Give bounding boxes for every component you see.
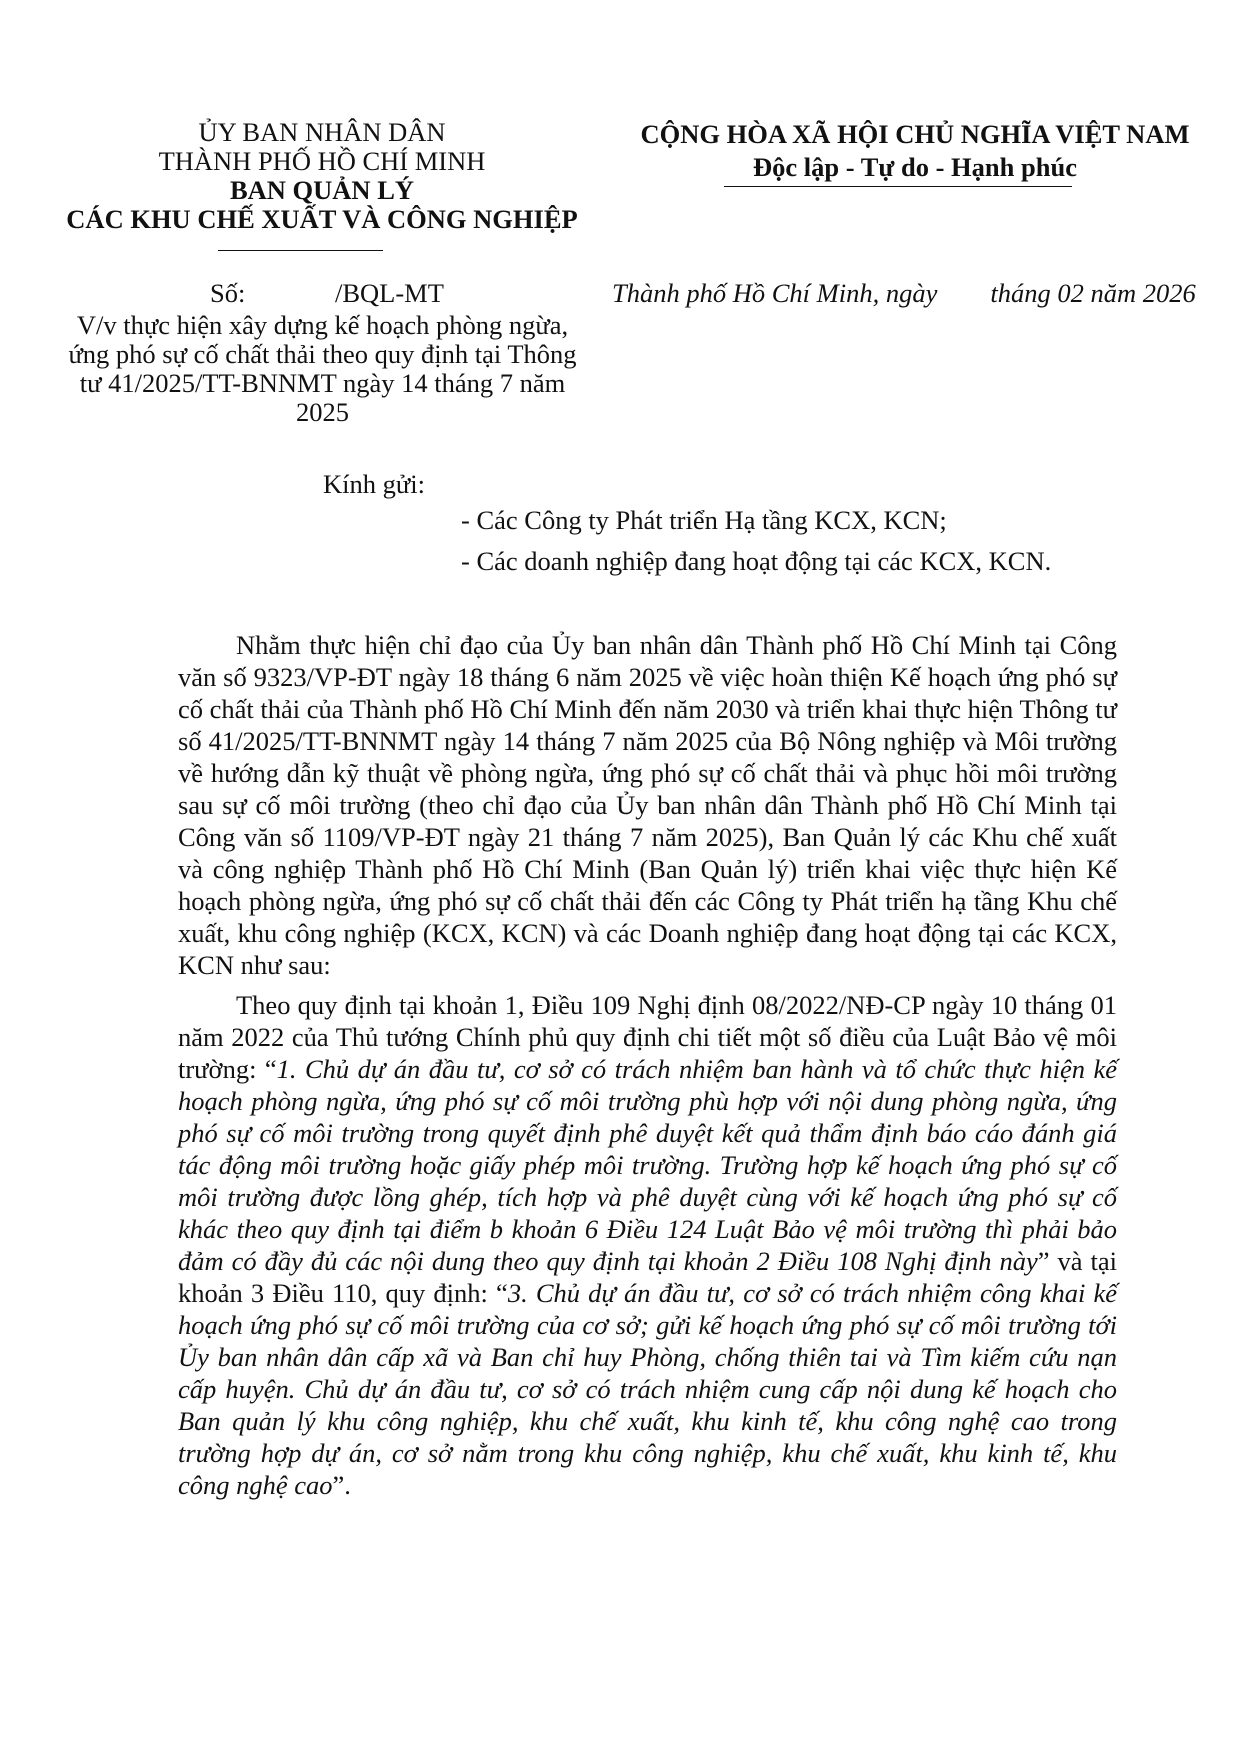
doc-number-label: Số: — [210, 278, 246, 308]
p2-mid: ” và tại khoản 3 Điều 110, quy định: “ — [178, 1246, 1117, 1308]
p2-quote-2: 3. Chủ dự án đầu tư, cơ sở có trách nhiệm công khai kế hoạch ứng phó sự cố môi trường của cơ sở; gửi kế hoạch ứng phó sự cố môi trường tới Ủy ban nhân dân cấp xã và Ban chỉ huy Phòng, chống thiên tai và Tìm kiếm cứu nạn cấp huyện. Chủ dự án đầu tư, cơ sở có trách nhiệm cung cấp nội dung kế hoạch cho Ban quản lý khu công nghiệp, khu chế xuất, khu kinh tế, khu công nghệ cao trong trường hợp dự án, cơ sở nằm trong khu công nghiệp, khu chế xuất, khu kinh tế, khu công nghệ cao — [178, 1278, 1117, 1500]
body-paragraph-2 — [178, 989, 1117, 1501]
body-paragraph-1: Nhằm thực hiện chỉ đạo của Ủy ban nhân dân Thành phố Hồ Chí Minh tại Công văn số 9323/VP-ĐT ngày 18 tháng 6 năm 2025 về việc hoàn thiện Kế hoạch ứng phó sự cố chất thải của Thành phố Hồ Chí Minh đến năm 2030 và triển khai thực hiện Thông tư số 41/2025/TT-BNNMT ngày 14 tháng 7 năm 2025 của Bộ Nông nghiệp và Môi trường về hướng dẫn kỹ thuật về phòng ngừa, ứng phó sự cố chất thải và phục hồi môi trường sau sự cố môi trường (theo chỉ đạo của Ủy ban nhân dân Thành phố Hồ Chí Minh tại Công văn số 1109/VP-ĐT ngày 21 tháng 7 năm 2025), Ban Quản lý các Khu chế xuất và công nghiệp Thành phố Hồ Chí Minh (Ban Quản lý) triển khai việc thực hiện Kế hoạch phòng ngừa, ứng phó sự cố chất thải đến các Công ty Phát triển hạ tầng Khu chế xuất, khu công nghiệp (KCX, KCN) và các Doanh nghiệp đang hoạt động tại các KCX, KCN như sau: — [178, 630, 1117, 980]
agency-line-1: ỦY BAN NHÂN DÂN — [198, 117, 446, 147]
date-line: Thành phố Hồ Chí Minh, ngày tháng 02 năm 2026 — [612, 278, 1196, 308]
p2-end: ”. — [332, 1470, 351, 1500]
p2-quote-1: 1. Chủ dự án đầu tư, cơ sở có trách nhiệm ban hành và tổ chức thực hiện kế hoạch phòng ngừa, ứng phó sự cố môi trường phù hợp với nội dung phòng ngừa, ứng phó sự cố môi trường trong quyết định phê duyệt kết quả thẩm định báo cáo đánh giá tác động môi trường hoặc giấy phép môi trường. Trường hợp kế hoạch ứng phó sự cố môi trường được lồng ghép, tích hợp và phê duyệt cùng với kế hoạch ứng phó sự cố khác theo quy định tại điểm b khoản 6 Điều 124 Luật Bảo vệ môi trường thì phải bảo đảm có đầy đủ các nội dung theo quy định tại khoản 2 Điều 108 Nghị định này — [178, 1054, 1117, 1276]
agency-line-4: CÁC KHU CHẾ XUẤT VÀ CÔNG NGHIỆP — [66, 204, 578, 234]
agency-line-3: BAN QUẢN LÝ — [229, 175, 415, 205]
subject-line-3: tư 41/2025/TT-BNNMT ngày 14 tháng 7 năm — [79, 368, 566, 398]
doc-number-suffix: /BQL-MT — [335, 278, 444, 308]
subject-line-4: 2025 — [296, 397, 349, 427]
agency-underline — [218, 250, 383, 251]
subject-line-1: V/v thực hiện xây dựng kế hoạch phòng ngừa, — [76, 310, 569, 340]
issuing-agency-header — [52, 118, 592, 234]
motto-underline — [724, 186, 1072, 187]
national-title: CỘNG HÒA XÃ HỘI CHỦ NGHĨA VIỆT NAM — [640, 119, 1190, 149]
subject-line-2: ứng phó sự cố chất thải theo quy định tại Thông — [68, 339, 577, 369]
recipient-1: - Các Công ty Phát triển Hạ tầng KCX, KCN; — [461, 505, 947, 535]
addressee-label: Kính gửi: — [323, 469, 425, 499]
national-motto: Độc lập - Tự do - Hạnh phúc — [753, 152, 1077, 182]
subject-block — [55, 311, 590, 427]
recipient-2: - Các doanh nghiệp đang hoạt động tại các KCX, KCN. — [461, 546, 1052, 576]
agency-line-2: THÀNH PHỐ HỒ CHÍ MINH — [158, 146, 486, 176]
p2-intro: Theo quy định tại khoản 1, Điều 109 Nghị định 08/2022/NĐ-CP ngày 10 tháng 01 năm 2022 của Thủ tướng Chính phủ quy định chi tiết một số điều của Luật Bảo vệ môi trường: “ — [178, 990, 1117, 1084]
national-header — [605, 118, 1225, 184]
letter-body — [178, 629, 1117, 1509]
